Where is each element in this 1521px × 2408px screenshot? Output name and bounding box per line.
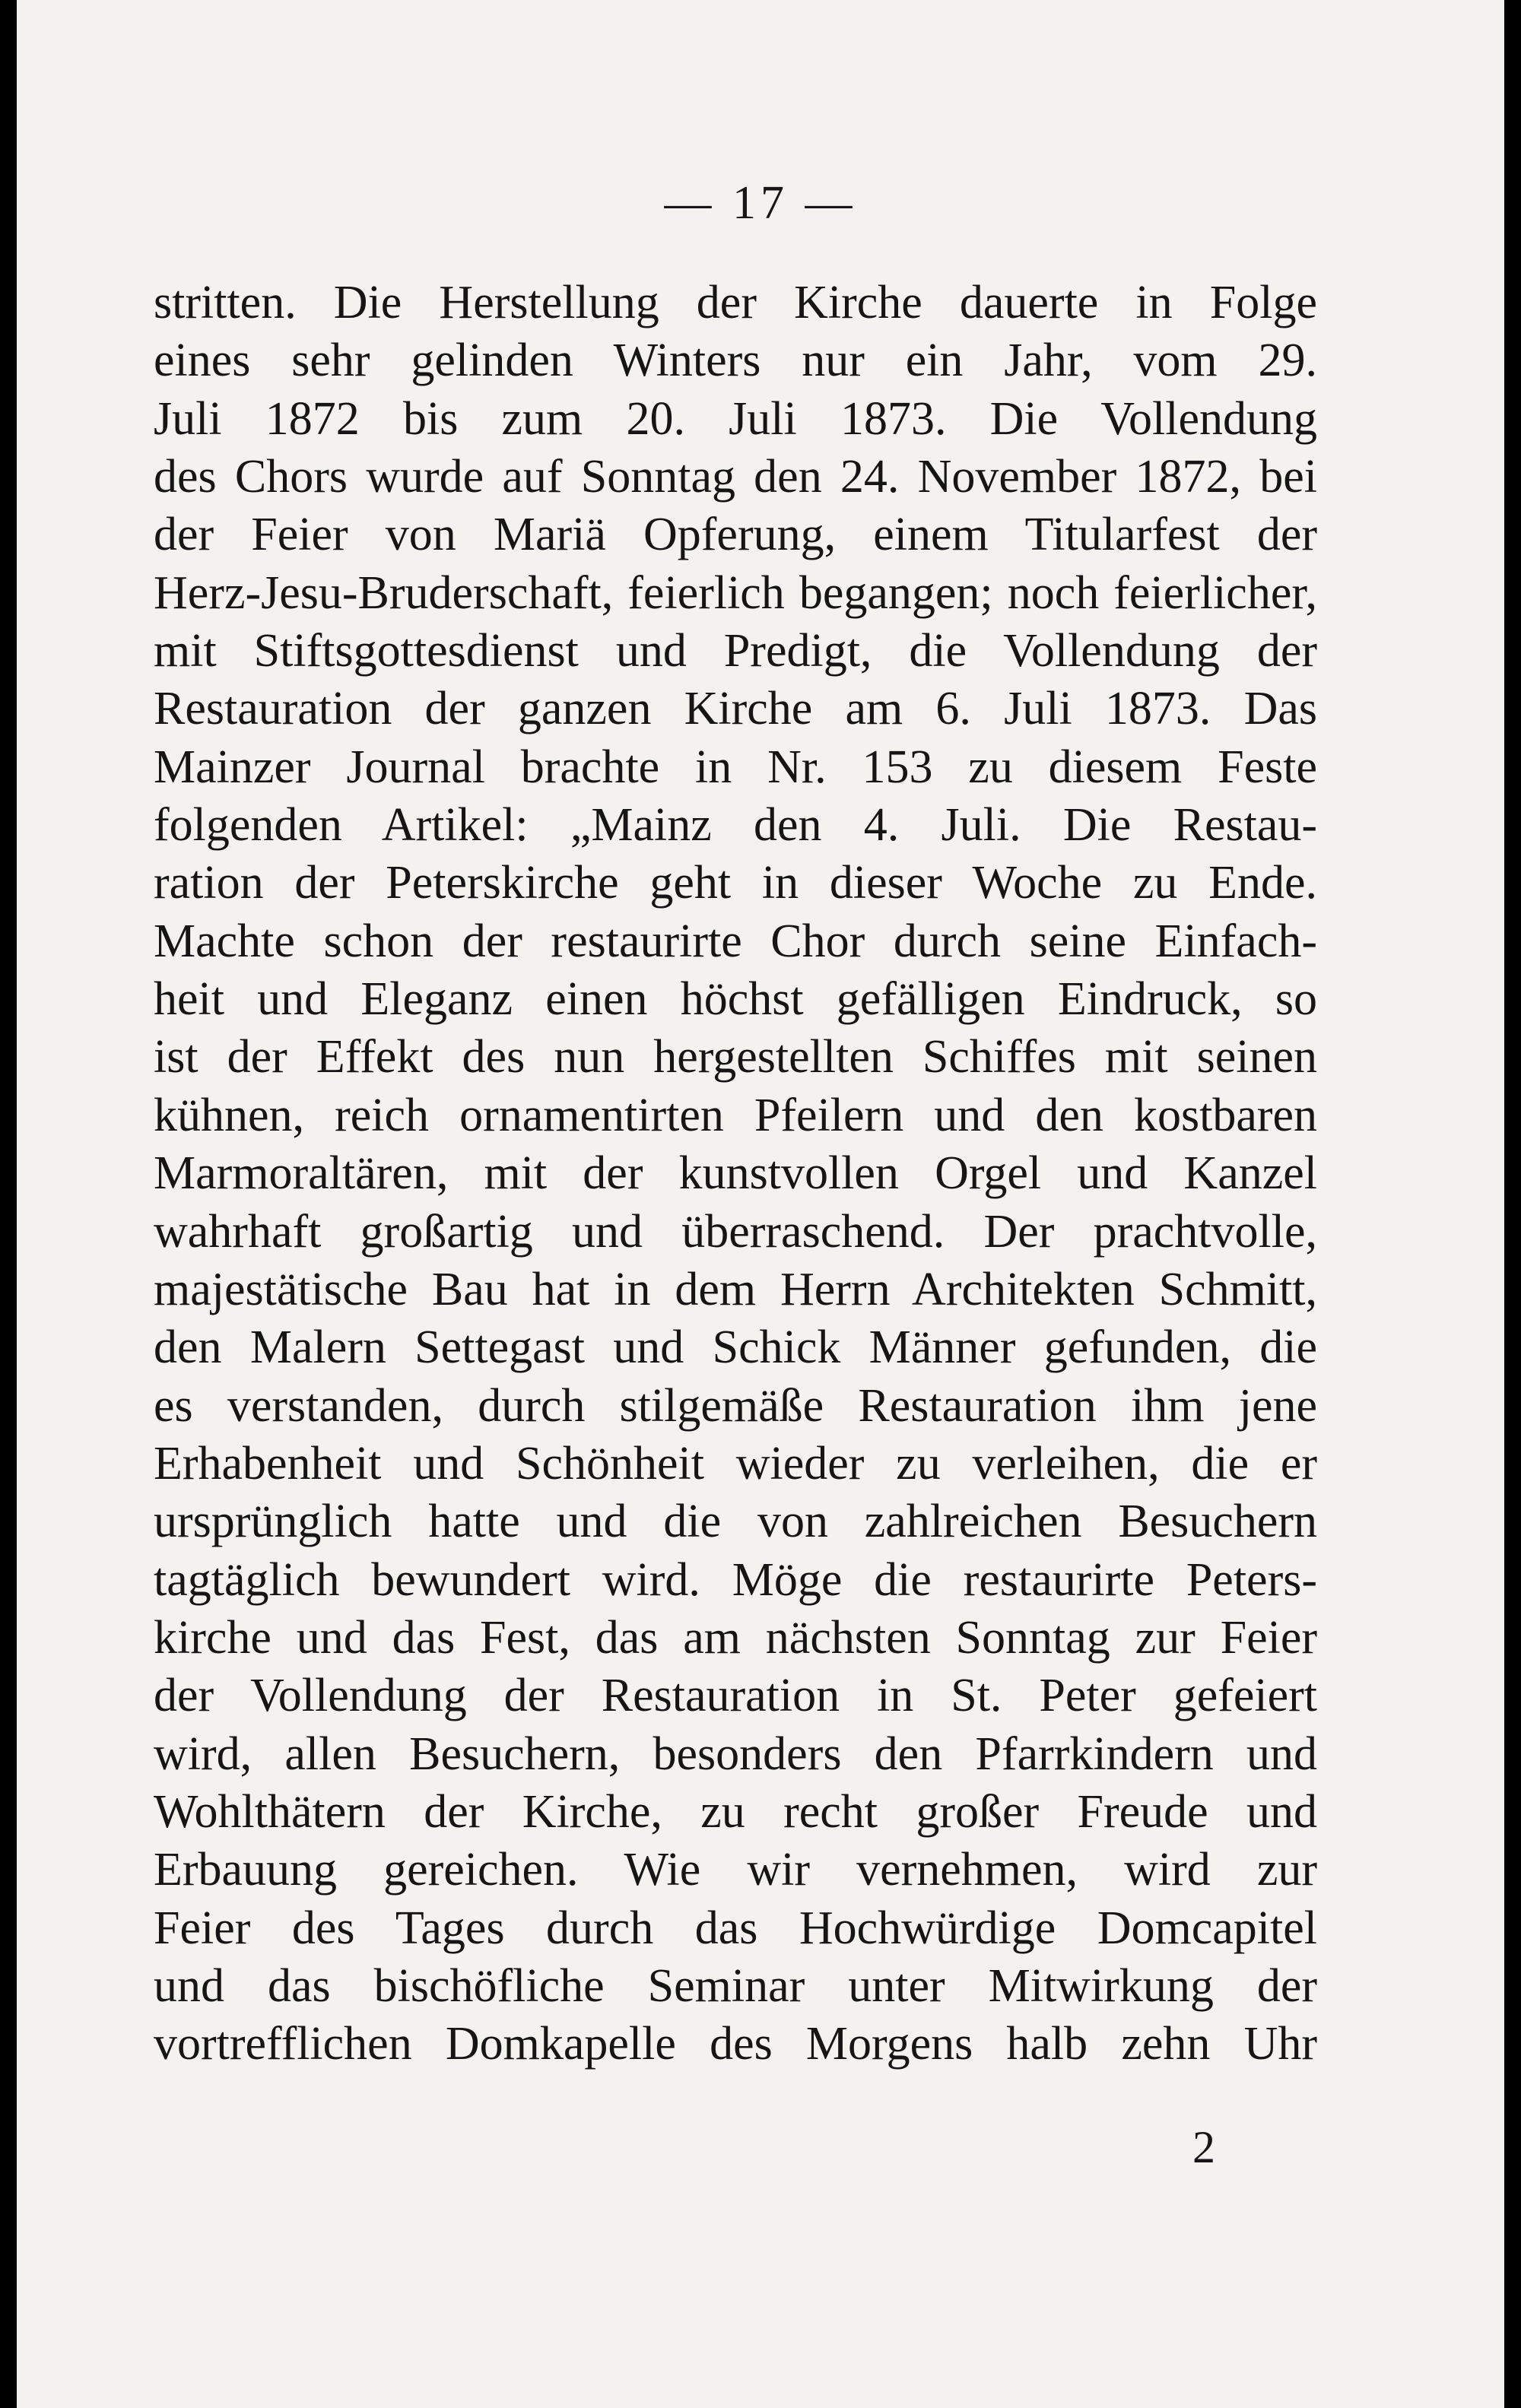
text-line: Wohlthätern der Kirche, zu recht großer Freude und (154, 1785, 1317, 1838)
text-line: Mainzer Journal brachte in Nr. 153 zu diesem Feste (154, 741, 1317, 793)
text-line: Herz-Jesu-Bruderschaft, feierlich begangen; noch feierlicher, (154, 566, 1317, 619)
text-line: ursprünglich hatte und die von zahlreichen Besuchern (154, 1496, 1317, 1548)
book-page (17, 0, 1504, 2408)
page-number: — 17 — (664, 177, 857, 229)
text-line: folgenden Artikel: „Mainz den 4. Juli. Die Restau- (154, 799, 1317, 852)
text-line: Marmoraltären, mit der kunstvollen Orgel und Kanzel (154, 1147, 1317, 1200)
text-line: vortrefflichen Domkapelle des Morgens halb zehn Uhr (154, 2018, 1317, 2070)
text-line: Erhabenheit und Schönheit wieder zu verleihen, die er (154, 1437, 1317, 1490)
text-line: Juli 1872 bis zum 20. Juli 1873. Die Vollendung (154, 392, 1317, 445)
text-line: wahrhaft großartig und überraschend. Der prachtvolle, (154, 1205, 1317, 1258)
text-line: Restauration der ganzen Kirche am 6. Juli 1873. Das (154, 683, 1317, 735)
text-line: Feier des Tages durch das Hochwürdige Domcapitel (154, 1902, 1317, 1954)
text-line: und das bischöfliche Seminar unter Mitwirkung der (154, 1959, 1317, 2012)
text-line: der Feier von Mariä Opferung, einem Titularfest der (154, 509, 1317, 561)
text-line: wird, allen Besuchern, besonders den Pfarrkindern und (154, 1727, 1317, 1780)
text-line: eines sehr gelinden Winters nur ein Jahr, vom 29. (154, 335, 1317, 387)
text-line: des Chors wurde auf Sonntag den 24. November 1872, bei (154, 451, 1317, 503)
body-text (154, 274, 1317, 2073)
text-line: es verstanden, durch stilgemäße Restauration ihm jene (154, 1379, 1317, 1432)
text-line: tagtäglich bewundert wird. Möge die restaurirte Peters- (154, 1553, 1317, 1606)
text-line: heit und Eleganz einen höchst gefälligen Eindruck, so (154, 973, 1317, 1026)
text-line: ration der Peterskirche geht in dieser Woche zu Ende. (154, 857, 1317, 909)
signature-mark: 2 (1192, 2122, 1215, 2172)
text-line: der Vollendung der Restauration in St. Peter gefeiert (154, 1670, 1317, 1722)
text-line: den Malern Settegast und Schick Männer gefunden, die (154, 1321, 1317, 1374)
text-line: kirche und das Fest, das am nächsten Sonntag zur Feier (154, 1611, 1317, 1664)
text-line: kühnen, reich ornamentirten Pfeilern und den kostbaren (154, 1089, 1317, 1141)
text-line: mit Stiftsgottesdienst und Predigt, die Vollendung der (154, 625, 1317, 677)
text-line: ist der Effekt des nun hergestellten Schiffes mit seinen (154, 1031, 1317, 1083)
text-line: stritten. Die Herstellung der Kirche dauerte in Folge (154, 277, 1317, 328)
text-line: Erbauung gereichen. Wie wir vernehmen, wird zur (154, 1844, 1317, 1896)
text-line: Machte schon der restaurirte Chor durch seine Einfach- (154, 915, 1317, 967)
text-line: majestätische Bau hat in dem Herrn Architekten Schmitt, (154, 1263, 1317, 1315)
